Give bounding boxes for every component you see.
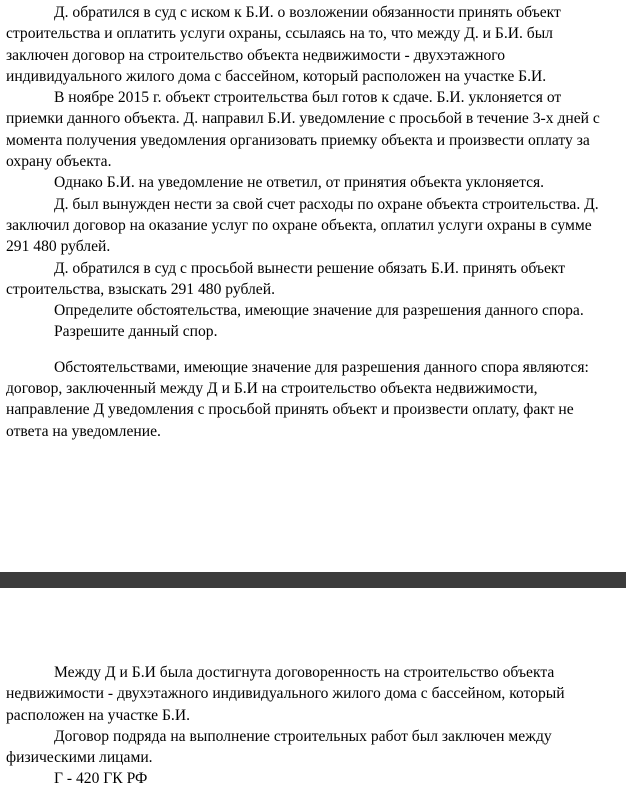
answer-continuation (6, 662, 618, 768)
paragraph-court-request: Д. обратился в суд с просьбой вынести решение обязать Б.И. принять объект строительства, взыскать 291 480 рублей. (6, 259, 566, 298)
paragraph-agreement: Между Д и Б.И была достигнута договоренность на строительство объекта недвижимости - двухэтажного индивидуального жилого дома с бассейном, который расположен на участке Б.И. (6, 664, 565, 724)
paragraph-spacer (6, 343, 618, 357)
cut-off-line: Г - 420 ГК РФ (54, 770, 148, 787)
paragraph-question-2: Разрешите данный спор. (54, 323, 218, 341)
paragraph-question-1: Определите обстоятельства, имеющие значение для разрешения данного спора. (54, 302, 584, 320)
paragraph-november: В ноябре 2015 г. объект строительства был готов к сдаче. Б.И. уклоняется от приемки данного объекта. Д. направил Б.И. уведомление с просьбой в течение 3-х дней с момента получения уведомления организовать приемку объекта и произвести оплату за охрану объекта. (6, 89, 600, 171)
paragraph-claim: Д. обратился в суд с иском к Б.И. о возложении обязанности принять объект строительства и оплатить услуги охраны, ссылаясь на то, что между Д. и Б.И. был заключен договор на строительство объекта недвижимости - двухэтажного индивидуального жилого дома с бассейном, который расположен на участке Б.И. (6, 4, 561, 85)
task-text (6, 2, 618, 442)
paragraph-answer: Обстоятельствами, имеющие значение для разрешения данного спора являются: договор, заключенный между Д и Б.И на строительство объекта недвижимости, направление Д уведомления с просьбой принять объект и произвести оплату, факт не ответа на уведомление. (6, 358, 589, 440)
document-page-2 (0, 588, 626, 775)
page-separator (0, 572, 626, 588)
paragraph-contract: Договор подряда на выполнение строительных работ был заключен между физическими лицами. (6, 727, 552, 767)
paragraph-no-answer: Однако Б.И. на уведомление не ответил, от принятия объекта уклоняется. (54, 174, 545, 192)
paragraph-security-costs: Д. был вынужден нести за свой счет расходы по охране объекта строительства. Д. заключил договор на оказание услуг по охране объекта, оплатил услуги охраны в сумме 291 480 рублей. (6, 195, 599, 256)
